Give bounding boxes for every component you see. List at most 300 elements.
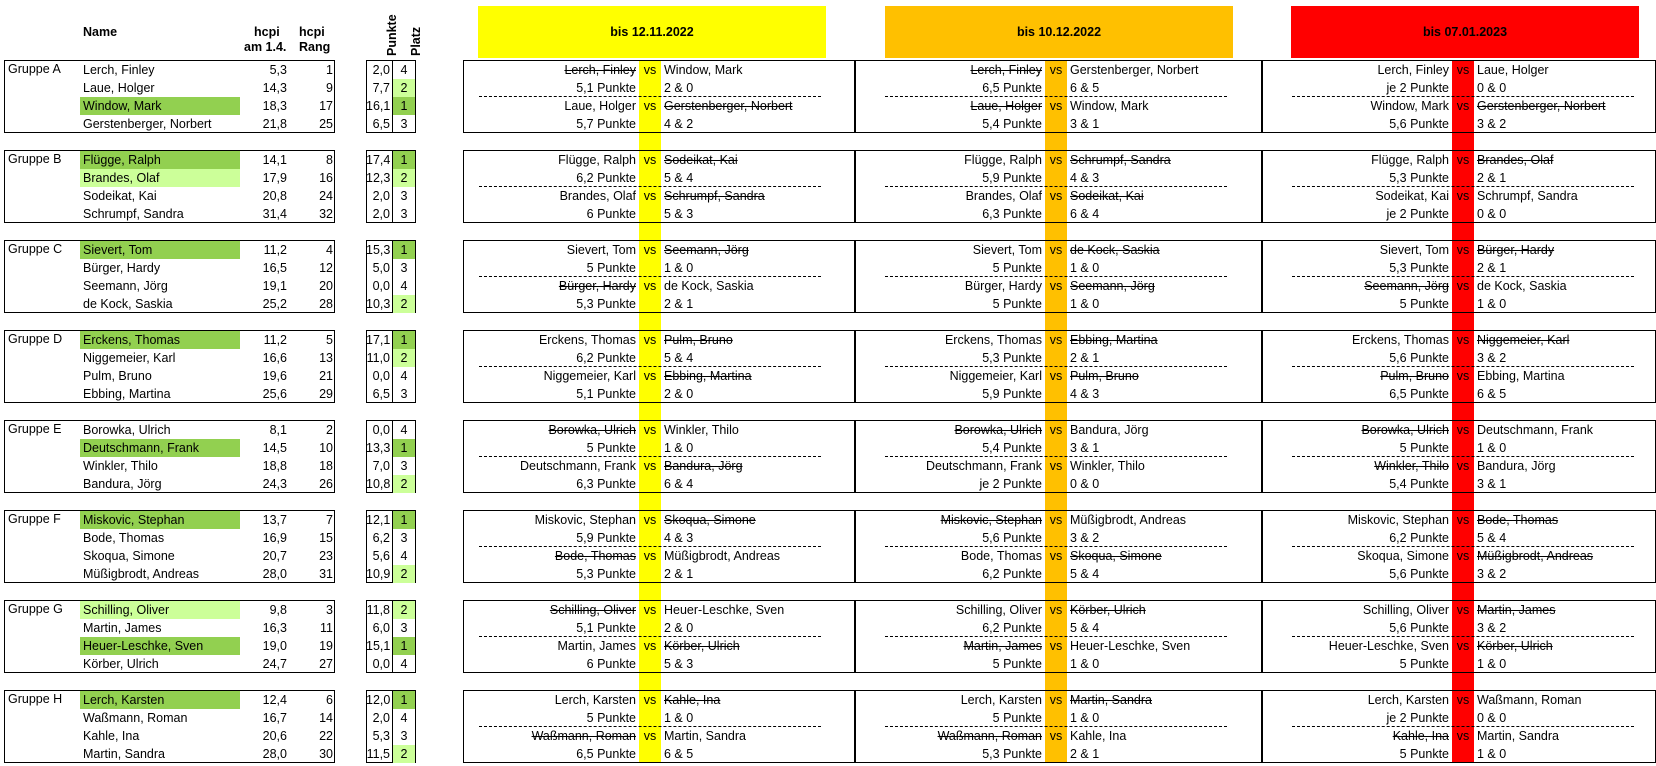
player-hcpi: 19,6 bbox=[262, 369, 287, 383]
vs-label: vs bbox=[1049, 693, 1063, 707]
match-player1: Flügge, Ralph bbox=[1371, 153, 1449, 167]
player-hcpi: 14,1 bbox=[262, 153, 287, 167]
match-player1: Waßmann, Roman bbox=[937, 729, 1042, 743]
match-player1: Martin, James bbox=[963, 639, 1042, 653]
match-result: 3 & 2 bbox=[1477, 117, 1507, 131]
vs-label: vs bbox=[1456, 459, 1470, 473]
vs-label: vs bbox=[1456, 369, 1470, 383]
match-points: 5,6 Punkte bbox=[1389, 621, 1449, 635]
group-label: Gruppe H bbox=[8, 692, 63, 706]
player-name: Lerch, Karsten bbox=[80, 691, 240, 709]
player-punkte: 6,5 bbox=[372, 387, 390, 401]
match-player1: Kahle, Ina bbox=[1392, 729, 1449, 743]
vs-label: vs bbox=[643, 153, 657, 167]
player-rang: 8 bbox=[326, 153, 333, 167]
match-player1: Bode, Thomas bbox=[960, 549, 1042, 563]
player-platz: 3 bbox=[400, 117, 408, 131]
player-name: Sievert, Tom bbox=[80, 241, 240, 259]
match-points: je 2 Punkte bbox=[979, 477, 1042, 491]
match-points: 5,3 Punkte bbox=[1389, 261, 1449, 275]
vs-label: vs bbox=[643, 99, 657, 113]
vs-label: vs bbox=[1456, 189, 1470, 203]
player-rang: 3 bbox=[326, 603, 333, 617]
match-player2: Müßigbrodt, Andreas bbox=[1477, 549, 1594, 563]
player-rang: 15 bbox=[319, 531, 333, 545]
player-rang: 5 bbox=[326, 333, 333, 347]
match-result: 5 & 4 bbox=[1070, 621, 1100, 635]
player-name: Deutschmann, Frank bbox=[80, 439, 240, 457]
match-points: 6,5 Punkte bbox=[576, 747, 636, 761]
match-result: 2 & 0 bbox=[664, 387, 694, 401]
match-result: 6 & 4 bbox=[1070, 207, 1100, 221]
player-rang: 6 bbox=[326, 693, 333, 707]
match-result: 5 & 4 bbox=[1477, 531, 1507, 545]
player-hcpi: 12,4 bbox=[262, 693, 287, 707]
match-result: 2 & 0 bbox=[664, 81, 694, 95]
player-platz: 3 bbox=[400, 531, 408, 545]
player-name: Schrumpf, Sandra bbox=[83, 207, 184, 221]
player-rang: 4 bbox=[326, 243, 333, 257]
match-result: 3 & 2 bbox=[1070, 531, 1100, 545]
player-punkte: 0,0 bbox=[372, 279, 390, 293]
player-platz: 4 bbox=[400, 279, 408, 293]
player-punkte: 10,8 bbox=[366, 477, 391, 491]
match-points: 5,1 Punkte bbox=[576, 621, 636, 635]
player-platz: 2 bbox=[393, 349, 415, 367]
player-platz: 1 bbox=[393, 637, 415, 655]
match-result: 6 & 5 bbox=[1070, 81, 1100, 95]
match-result: 1 & 0 bbox=[1070, 657, 1100, 671]
match-points: 5 Punkte bbox=[992, 297, 1042, 311]
player-name: Brandes, Olaf bbox=[80, 169, 240, 187]
match-player2: Laue, Holger bbox=[1477, 63, 1549, 77]
vs-label: vs bbox=[643, 729, 657, 743]
match-player1: Brandes, Olaf bbox=[559, 189, 636, 203]
player-hcpi: 20,7 bbox=[262, 549, 287, 563]
match-points: 5,4 Punkte bbox=[1389, 477, 1449, 491]
match-points: 5,3 Punkte bbox=[576, 567, 636, 581]
match-result: 1 & 0 bbox=[1477, 297, 1507, 311]
match-points: 5,6 Punkte bbox=[982, 531, 1042, 545]
player-name: Sodeikat, Kai bbox=[83, 189, 157, 203]
player-hcpi: 20,8 bbox=[262, 189, 287, 203]
match-result: 6 & 4 bbox=[664, 477, 694, 491]
player-punkte: 0,0 bbox=[372, 369, 390, 383]
player-name: Winkler, Thilo bbox=[83, 459, 158, 473]
player-name: Gerstenberger, Norbert bbox=[83, 117, 212, 131]
match-player2: Deutschmann, Frank bbox=[1477, 423, 1594, 437]
match-result: 3 & 2 bbox=[1477, 567, 1507, 581]
player-hcpi: 24,7 bbox=[262, 657, 287, 671]
player-punkte: 5,3 bbox=[372, 729, 390, 743]
match-result: 2 & 1 bbox=[1070, 351, 1100, 365]
vs-label: vs bbox=[1049, 513, 1063, 527]
match-player2: Gerstenberger, Norbert bbox=[1070, 63, 1199, 77]
player-punkte: 12,3 bbox=[366, 171, 391, 185]
match-player2: Kahle, Ina bbox=[664, 693, 721, 707]
match-player1: Schilling, Oliver bbox=[955, 603, 1042, 617]
match-player1: Niggemeier, Karl bbox=[543, 369, 636, 383]
vs-label: vs bbox=[643, 279, 657, 293]
match-result: 2 & 0 bbox=[664, 621, 694, 635]
player-name: Martin, James bbox=[83, 621, 162, 635]
match-points: 6,2 Punkte bbox=[982, 621, 1042, 635]
match-points: 6 Punkte bbox=[586, 657, 636, 671]
player-name: Borowka, Ulrich bbox=[83, 423, 171, 437]
player-rang: 14 bbox=[319, 711, 333, 725]
match-player1: Brandes, Olaf bbox=[965, 189, 1042, 203]
player-punkte: 11,0 bbox=[366, 351, 390, 365]
vs-label: vs bbox=[643, 693, 657, 707]
match-points: 5,6 Punkte bbox=[1389, 351, 1449, 365]
player-hcpi: 14,3 bbox=[262, 81, 287, 95]
player-punkte: 12,0 bbox=[366, 693, 391, 707]
match-result: 1 & 0 bbox=[664, 261, 694, 275]
player-rang: 10 bbox=[319, 441, 333, 455]
match-points: 6,2 Punkte bbox=[576, 351, 636, 365]
player-name: Martin, Sandra bbox=[83, 747, 165, 761]
match-points: 5,4 Punkte bbox=[982, 441, 1042, 455]
player-platz: 1 bbox=[393, 241, 415, 259]
vs-label: vs bbox=[643, 369, 657, 383]
match-result: 0 & 0 bbox=[1070, 477, 1100, 491]
player-rang: 1 bbox=[326, 63, 333, 77]
match-player2: Heuer-Leschke, Sven bbox=[664, 603, 785, 617]
match-player1: Window, Mark bbox=[1370, 99, 1449, 113]
match-player2: Seemann, Jörg bbox=[664, 243, 749, 257]
player-punkte: 7,0 bbox=[372, 459, 390, 473]
match-player2: Ebbing, Martina bbox=[1477, 369, 1565, 383]
match-points: 5,3 Punkte bbox=[1389, 171, 1449, 185]
match-result: 6 & 5 bbox=[1477, 387, 1507, 401]
match-points: 5 Punkte bbox=[992, 711, 1042, 725]
match-result: 1 & 0 bbox=[1477, 747, 1507, 761]
match-points: 5,1 Punkte bbox=[576, 387, 636, 401]
group-label: Gruppe A bbox=[8, 62, 61, 76]
match-player2: Skoqua, Simone bbox=[664, 513, 756, 527]
player-hcpi: 11,2 bbox=[263, 243, 287, 257]
player-punkte: 7,7 bbox=[372, 81, 390, 95]
match-player1: Lerch, Karsten bbox=[554, 693, 636, 707]
match-player1: Laue, Holger bbox=[970, 99, 1042, 113]
player-punkte: 0,0 bbox=[372, 423, 390, 437]
match-player2: Niggemeier, Karl bbox=[1477, 333, 1570, 347]
match-player2: Bürger, Hardy bbox=[1477, 243, 1555, 257]
match-result: 0 & 0 bbox=[1477, 207, 1507, 221]
match-player2: Schrumpf, Sandra bbox=[1070, 153, 1171, 167]
match-player1: Schilling, Oliver bbox=[1362, 603, 1449, 617]
match-result: 2 & 1 bbox=[1477, 171, 1507, 185]
match-points: je 2 Punkte bbox=[1386, 711, 1449, 725]
match-player1: Miskovic, Stephan bbox=[534, 513, 636, 527]
match-player2: Sodeikat, Kai bbox=[1070, 189, 1144, 203]
match-result: 5 & 4 bbox=[664, 351, 694, 365]
player-platz: 3 bbox=[400, 207, 408, 221]
player-platz: 4 bbox=[400, 657, 408, 671]
match-result: 3 & 1 bbox=[1070, 117, 1100, 131]
match-result: 3 & 2 bbox=[1477, 621, 1507, 635]
match-player1: Laue, Holger bbox=[564, 99, 636, 113]
player-rang: 11 bbox=[320, 621, 333, 635]
player-platz: 3 bbox=[400, 261, 408, 275]
player-hcpi: 16,6 bbox=[262, 351, 287, 365]
player-punkte: 0,0 bbox=[372, 657, 390, 671]
player-hcpi: 8,1 bbox=[269, 423, 287, 437]
match-player2: Ebbing, Martina bbox=[1070, 333, 1158, 347]
match-player2: Kahle, Ina bbox=[1070, 729, 1127, 743]
match-points: 6,2 Punkte bbox=[1389, 531, 1449, 545]
player-platz: 2 bbox=[393, 745, 415, 763]
header-hcpi-rang-line2: Rang bbox=[299, 40, 331, 54]
header-hcpi-rang-line1: hcpi bbox=[299, 25, 325, 39]
vs-label: vs bbox=[643, 63, 657, 77]
match-points: 5,9 Punkte bbox=[982, 171, 1042, 185]
match-points: 5,7 Punkte bbox=[576, 117, 636, 131]
group-label: Gruppe D bbox=[8, 332, 63, 346]
match-result: 6 & 5 bbox=[664, 747, 694, 761]
player-platz: 2 bbox=[393, 565, 415, 583]
match-result: 4 & 2 bbox=[664, 117, 694, 131]
player-name: Schilling, Oliver bbox=[80, 601, 240, 619]
vs-label: vs bbox=[643, 549, 657, 563]
player-punkte: 17,1 bbox=[366, 333, 391, 347]
player-punkte: 2,0 bbox=[372, 189, 390, 203]
match-player2: Ebbing, Martina bbox=[664, 369, 752, 383]
player-platz: 2 bbox=[393, 601, 415, 619]
match-player1: Bürger, Hardy bbox=[964, 279, 1042, 293]
player-punkte: 2,0 bbox=[372, 63, 390, 77]
match-player1: Heuer-Leschke, Sven bbox=[1328, 639, 1449, 653]
match-player2: Bode, Thomas bbox=[1477, 513, 1559, 527]
vs-label: vs bbox=[643, 189, 657, 203]
match-points: 6 Punkte bbox=[586, 207, 636, 221]
player-name: Müßigbrodt, Andreas bbox=[83, 567, 200, 581]
player-name: Window, Mark bbox=[80, 97, 240, 115]
player-platz: 4 bbox=[400, 423, 408, 437]
match-result: 1 & 0 bbox=[664, 441, 694, 455]
player-platz: 4 bbox=[400, 63, 408, 77]
match-player2: Skoqua, Simone bbox=[1070, 549, 1162, 563]
header-hcpi-am-line1: hcpi bbox=[254, 25, 280, 39]
player-rang: 25 bbox=[319, 117, 333, 131]
player-punkte: 10,3 bbox=[366, 297, 391, 311]
match-result: 5 & 4 bbox=[664, 171, 694, 185]
match-player2: Martin, Sandra bbox=[664, 729, 746, 743]
vs-label: vs bbox=[1049, 549, 1063, 563]
player-name: Erckens, Thomas bbox=[80, 331, 240, 349]
match-result: 4 & 3 bbox=[1070, 171, 1100, 185]
player-hcpi: 5,3 bbox=[269, 63, 287, 77]
match-player1: Borowka, Ulrich bbox=[954, 423, 1042, 437]
player-platz: 3 bbox=[400, 459, 408, 473]
match-points: 5 Punkte bbox=[1399, 747, 1449, 761]
player-platz: 2 bbox=[393, 169, 415, 187]
match-player1: Skoqua, Simone bbox=[1357, 549, 1449, 563]
match-result: 3 & 2 bbox=[1477, 351, 1507, 365]
match-player1: Lerch, Karsten bbox=[960, 693, 1042, 707]
match-points: 5 Punkte bbox=[586, 711, 636, 725]
match-player2: Müßigbrodt, Andreas bbox=[1070, 513, 1187, 527]
vs-label: vs bbox=[1456, 603, 1470, 617]
player-rang: 12 bbox=[319, 261, 333, 275]
match-player2: Müßigbrodt, Andreas bbox=[664, 549, 781, 563]
player-hcpi: 25,2 bbox=[262, 297, 287, 311]
player-rang: 31 bbox=[319, 567, 333, 581]
player-rang: 17 bbox=[319, 99, 333, 113]
vs-label: vs bbox=[1049, 423, 1063, 437]
match-result: 1 & 0 bbox=[1070, 711, 1100, 725]
match-player2: Sodeikat, Kai bbox=[664, 153, 738, 167]
match-player1: Deutschmann, Frank bbox=[519, 459, 636, 473]
player-punkte: 15,1 bbox=[366, 639, 391, 653]
player-hcpi: 20,6 bbox=[262, 729, 287, 743]
player-name: Körber, Ulrich bbox=[83, 657, 159, 671]
player-name: Pulm, Bruno bbox=[83, 369, 152, 383]
player-hcpi: 16,7 bbox=[262, 711, 287, 725]
match-player2: Bandura, Jörg bbox=[1070, 423, 1149, 437]
match-points: 5 Punkte bbox=[1399, 441, 1449, 455]
round-header-3: bis 07.01.2023 bbox=[1291, 6, 1639, 58]
vs-label: vs bbox=[1049, 603, 1063, 617]
match-player1: Sievert, Tom bbox=[566, 243, 636, 257]
player-name: Bode, Thomas bbox=[83, 531, 165, 545]
vs-label: vs bbox=[1049, 459, 1063, 473]
vs-label: vs bbox=[1456, 279, 1470, 293]
match-result: 4 & 3 bbox=[664, 531, 694, 545]
player-punkte: 11,5 bbox=[366, 747, 390, 761]
match-points: 5,1 Punkte bbox=[576, 81, 636, 95]
match-player1: Schilling, Oliver bbox=[549, 603, 636, 617]
match-result: 3 & 1 bbox=[1477, 477, 1507, 491]
player-rang: 13 bbox=[319, 351, 333, 365]
player-platz: 1 bbox=[393, 511, 415, 529]
match-player1: Sievert, Tom bbox=[1379, 243, 1449, 257]
player-rang: 2 bbox=[326, 423, 333, 437]
player-punkte: 6,0 bbox=[372, 621, 390, 635]
player-name: Flügge, Ralph bbox=[80, 151, 240, 169]
player-platz: 1 bbox=[393, 97, 415, 115]
player-platz: 1 bbox=[393, 691, 415, 709]
player-platz: 2 bbox=[393, 295, 415, 313]
player-rang: 21 bbox=[319, 369, 333, 383]
player-hcpi: 13,7 bbox=[262, 513, 287, 527]
player-hcpi: 31,4 bbox=[262, 207, 287, 221]
player-hcpi: 16,3 bbox=[262, 621, 287, 635]
match-player1: Miskovic, Stephan bbox=[940, 513, 1042, 527]
vs-label: vs bbox=[643, 333, 657, 347]
vs-label: vs bbox=[643, 243, 657, 257]
group-label: Gruppe B bbox=[8, 152, 62, 166]
match-player1: Lerch, Finley bbox=[1377, 63, 1449, 77]
vs-label: vs bbox=[1049, 153, 1063, 167]
player-hcpi: 17,9 bbox=[262, 171, 287, 185]
match-points: je 2 Punkte bbox=[1386, 81, 1449, 95]
match-player1: Miskovic, Stephan bbox=[1347, 513, 1449, 527]
match-points: 5,6 Punkte bbox=[1389, 117, 1449, 131]
player-rang: 30 bbox=[319, 747, 333, 761]
player-punkte: 16,1 bbox=[366, 99, 391, 113]
player-rang: 26 bbox=[319, 477, 333, 491]
player-platz: 1 bbox=[393, 331, 415, 349]
vs-label: vs bbox=[643, 423, 657, 437]
player-rang: 32 bbox=[319, 207, 333, 221]
match-points: 5,3 Punkte bbox=[982, 351, 1042, 365]
match-result: 1 & 0 bbox=[664, 711, 694, 725]
player-name: Laue, Holger bbox=[83, 81, 155, 95]
header-punkte: Punkte bbox=[385, 14, 399, 56]
match-points: je 2 Punkte bbox=[1386, 207, 1449, 221]
vs-label: vs bbox=[1049, 369, 1063, 383]
player-platz: 4 bbox=[400, 549, 408, 563]
match-player2: Pulm, Bruno bbox=[664, 333, 733, 347]
match-player2: Martin, James bbox=[1477, 603, 1556, 617]
player-name: Waßmann, Roman bbox=[83, 711, 188, 725]
player-name: Heuer-Leschke, Sven bbox=[80, 637, 240, 655]
match-player1: Niggemeier, Karl bbox=[949, 369, 1042, 383]
match-result: 1 & 0 bbox=[1477, 657, 1507, 671]
match-player1: Lerch, Finley bbox=[970, 63, 1042, 77]
match-player2: Seemann, Jörg bbox=[1070, 279, 1155, 293]
player-hcpi: 14,5 bbox=[262, 441, 287, 455]
player-platz: 1 bbox=[393, 439, 415, 457]
player-hcpi: 28,0 bbox=[262, 567, 287, 581]
player-name: Niggemeier, Karl bbox=[83, 351, 176, 365]
player-punkte: 5,6 bbox=[372, 549, 390, 563]
match-points: 5 Punkte bbox=[992, 657, 1042, 671]
player-punkte: 11,8 bbox=[366, 603, 390, 617]
player-punkte: 5,0 bbox=[372, 261, 390, 275]
match-points: 5 Punkte bbox=[586, 261, 636, 275]
match-player2: Martin, Sandra bbox=[1070, 693, 1152, 707]
match-player2: Pulm, Bruno bbox=[1070, 369, 1139, 383]
match-points: 5,3 Punkte bbox=[576, 297, 636, 311]
match-player2: Körber, Ulrich bbox=[1477, 639, 1553, 653]
player-name: Bandura, Jörg bbox=[83, 477, 162, 491]
vs-label: vs bbox=[1456, 333, 1470, 347]
group-label: Gruppe E bbox=[8, 422, 62, 436]
header-hcpi-am-line2: am 1.4. bbox=[244, 40, 287, 54]
vs-label: vs bbox=[1049, 99, 1063, 113]
match-points: 6,5 Punkte bbox=[1389, 387, 1449, 401]
player-hcpi: 18,3 bbox=[262, 99, 287, 113]
player-name: Lerch, Finley bbox=[83, 63, 155, 77]
group-label: Gruppe F bbox=[8, 512, 61, 526]
match-result: 1 & 0 bbox=[1477, 441, 1507, 455]
match-player1: Martin, James bbox=[557, 639, 636, 653]
round-header-1: bis 12.11.2022 bbox=[478, 6, 826, 58]
vs-label: vs bbox=[1049, 333, 1063, 347]
player-rang: 7 bbox=[326, 513, 333, 527]
match-player1: Bode, Thomas bbox=[554, 549, 636, 563]
match-result: 3 & 1 bbox=[1070, 441, 1100, 455]
vs-label: vs bbox=[1456, 63, 1470, 77]
match-points: 5 Punkte bbox=[992, 261, 1042, 275]
match-player1: Deutschmann, Frank bbox=[925, 459, 1042, 473]
player-hcpi: 9,8 bbox=[269, 603, 287, 617]
match-player1: Erckens, Thomas bbox=[944, 333, 1042, 347]
player-name: Miskovic, Stephan bbox=[80, 511, 240, 529]
match-player2: de Kock, Saskia bbox=[1477, 279, 1567, 293]
vs-label: vs bbox=[1049, 729, 1063, 743]
group-label: Gruppe G bbox=[8, 602, 63, 616]
match-player1: Winkler, Thilo bbox=[1374, 459, 1449, 473]
match-result: 4 & 3 bbox=[1070, 387, 1100, 401]
player-punkte: 2,0 bbox=[372, 711, 390, 725]
match-player1: Borowka, Ulrich bbox=[548, 423, 636, 437]
player-punkte: 6,5 bbox=[372, 117, 390, 131]
match-points: 5,9 Punkte bbox=[982, 387, 1042, 401]
player-punkte: 6,2 bbox=[372, 531, 390, 545]
